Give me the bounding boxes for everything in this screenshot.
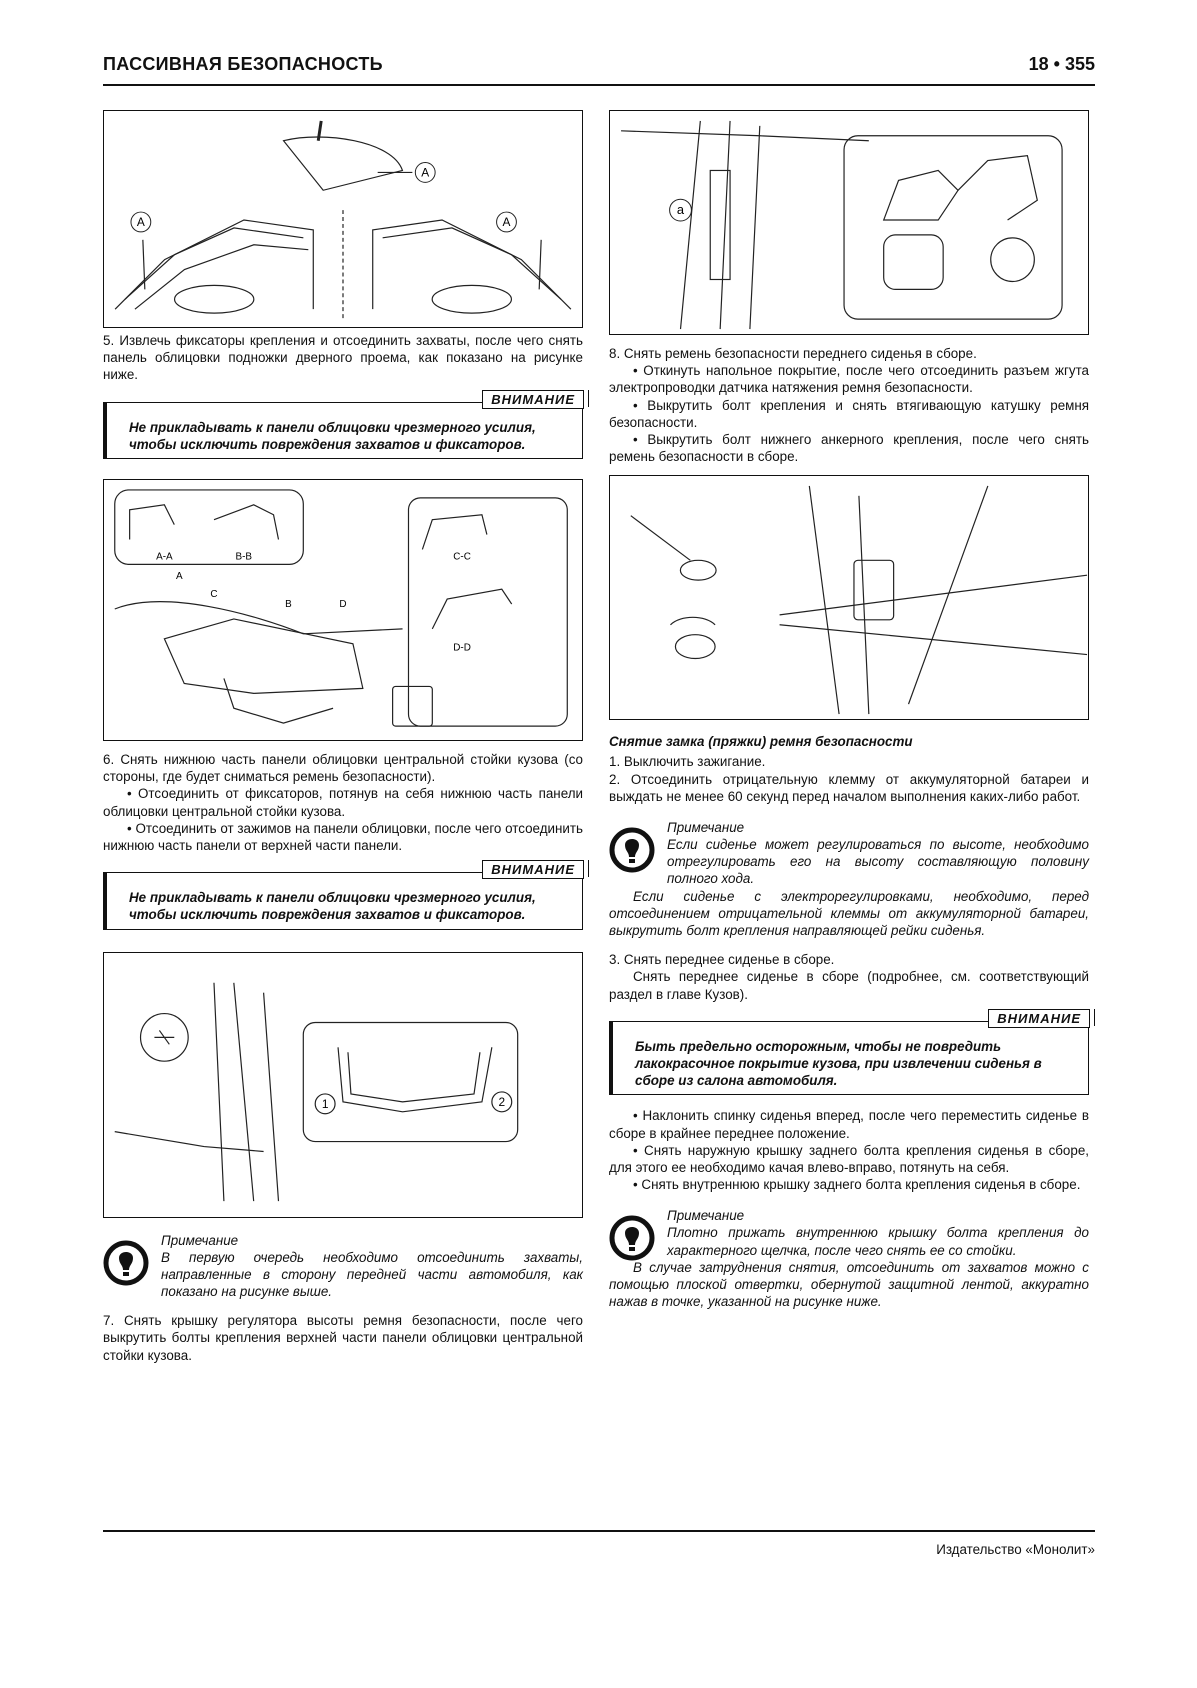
step-7: 7. Снять крышку регулятора высоты ремня безопасности, после чего выкрутить болты крепления верхней части панели облицовки центральной стойки кузова. [103,1313,583,1363]
bullet-3: • Снять внутреннюю крышку заднего болта крепления сиденья в сборе. [633,1177,1081,1193]
note-text-2: Если сиденье с электрорегулировками, необходимо, перед отсоединением отрицательной клеммы от аккумуляторной батареи, выкрутить болт крепления направляющей рейки сиденья. [609,888,1089,939]
callout-a-left: A [136,214,145,229]
left-column [103,110,583,1364]
anchor-bolt-illustration [610,476,1088,719]
page-header [103,50,1095,86]
warning-box-1 [103,391,583,459]
warning-label: ВНИМАНИЕ [988,1009,1090,1028]
retractor-illustration [610,111,1088,334]
marker-b: B [285,599,292,611]
warning-text: Не прикладывать к панели облицовки чрезмерного усилия, чтобы исключить повреждения захватов и фиксаторов. [129,419,536,452]
right-column [609,110,1089,1311]
page-footer [103,1530,1095,1557]
figure-pillar-clips [103,952,583,1218]
figure-seatbelt-retractor [609,110,1089,335]
step-6-bullet-1: • Отсоединить от фиксаторов, потянув на себя нижнюю часть панели облицовки центральной стойки кузова. [103,786,583,819]
callout-a-small: a [676,202,685,218]
figure-door-sill-trim [103,110,583,328]
note-heading: Примечание [161,1232,239,1248]
marker-d: D [339,599,347,611]
warning-box-2 [103,862,583,929]
figure-anchor-bolt [609,475,1089,720]
note-right-1 [609,819,1089,939]
step-5: 5. Извлечь фиксаторы крепления и отсоединить захваты, после чего снять панель облицовки подножки дверного проема, как показано на рисунке ниже. [103,333,583,383]
step-8-bullet-1: • Откинуть напольное покрытие, после чего отсоединить разъем жгута электропроводки датчика натяжения ремня безопасности. [609,363,1089,396]
bulb-icon [609,1215,655,1261]
step-8-bullet-2: • Выкрутить болт крепления и снять втягивающую катушку ремня безопасности. [609,397,1089,430]
marker-a: A [175,571,183,583]
bulb-icon [103,1240,149,1286]
section-bb-label: B-B [235,551,253,563]
note-text: Плотно прижать внутреннюю крышку болта крепления до характерного щелчка, после чего снять ее со стойки. [667,1225,1089,1258]
note-text: Если сиденье может регулироваться по высоте, необходимо отрегулировать его на высоту составляющую половину полного хода. [667,837,1089,887]
pillar-clips-illustration [104,953,582,1217]
step-8-bullet-3: • Выкрутить болт нижнего анкерного крепления, после чего снять ремень безопасности в сборе. [609,432,1089,465]
section-aa-label: A-A [156,551,173,563]
step-8: 8. Снять ремень безопасности переднего сиденья в сборе. [609,346,977,361]
pillar-trim-illustration [104,480,582,740]
section-title: ПАССИВНАЯ БЕЗОПАСНОСТЬ [103,54,383,74]
warning-text: Быть предельно осторожным, чтобы не повредить лакокрасочное покрытие кузова, при извлечении сиденья в сборе из салона автомобиля. [635,1038,1042,1089]
step-3: 3. Снять переднее сиденье в сборе. [609,952,835,968]
warning-label: ВНИМАНИЕ [482,390,584,409]
subheading-buckle-removal: Снятие замка (пряжки) ремня безопасности [609,734,913,750]
note-text-2: В случае затруднения снятия, отсоединить от захватов можно с помощью плоской отвертки, обернутой защитной лентой, аккуратно нажав в точке, указанной на рисунке ниже. [609,1259,1089,1310]
bulb-icon [609,827,655,873]
note-right-2 [609,1207,1089,1310]
section-dd-label: D-D [453,642,471,654]
warning-label: ВНИМАНИЕ [482,860,584,879]
step-1: 1. Выключить зажигание. [609,754,766,770]
step-3-text: Снять переднее сиденье в сборе (подробнее, см. соответствующий раздел в главе Кузов). [609,969,1089,1002]
note-heading: Примечание [667,1208,745,1224]
section-cc-label: C-C [453,551,471,563]
warning-text: Не прикладывать к панели облицовки чрезмерного усилия, чтобы исключить повреждения захватов и фиксаторов. [129,890,536,923]
callout-a-right: A [502,214,511,229]
marker-c: C [210,589,218,601]
bullet-2: • Снять наружную крышку заднего болта крепления сиденья в сборе, для этого ее необходимо качая влево-вправо, потянуть на себя. [609,1142,1089,1176]
warning-box-3 [609,1010,1089,1096]
figure-center-pillar-lower [103,479,583,741]
step-2: 2. Отсоединить отрицательную клемму от аккумуляторной батареи и выждать не менее 60 секунд перед началом выполнения каких-либо работ. [609,771,1089,804]
step-6-bullet-2: • Отсоединить от зажимов на панели облицовки, после чего отсоединить нижнюю часть панели от верхней части панели. [103,820,583,854]
callout-a-top: A [421,165,430,180]
note-heading: Примечание [667,820,745,836]
callout-1: 1 [321,1096,329,1111]
note-left [103,1232,583,1301]
step-6: 6. Снять нижнюю часть панели облицовки центральной стойки кузова (со стороны, где будет сниматься ремень безопасности). [103,752,583,785]
callout-2: 2 [498,1094,506,1109]
bullet-1: • Наклонить спинку сиденья вперед, после чего переместить сиденье в сборе в крайнее переднее положение. [609,1108,1089,1141]
publisher: Издательство «Монолит» [936,1542,1095,1557]
page-number: 18 • 355 [1028,54,1095,74]
door-sill-illustration [104,111,582,327]
note-text: В первую очередь необходимо отсоединить захваты, направленные в сторону передней части автомобиля, как показано на рисунке выше. [161,1249,583,1300]
